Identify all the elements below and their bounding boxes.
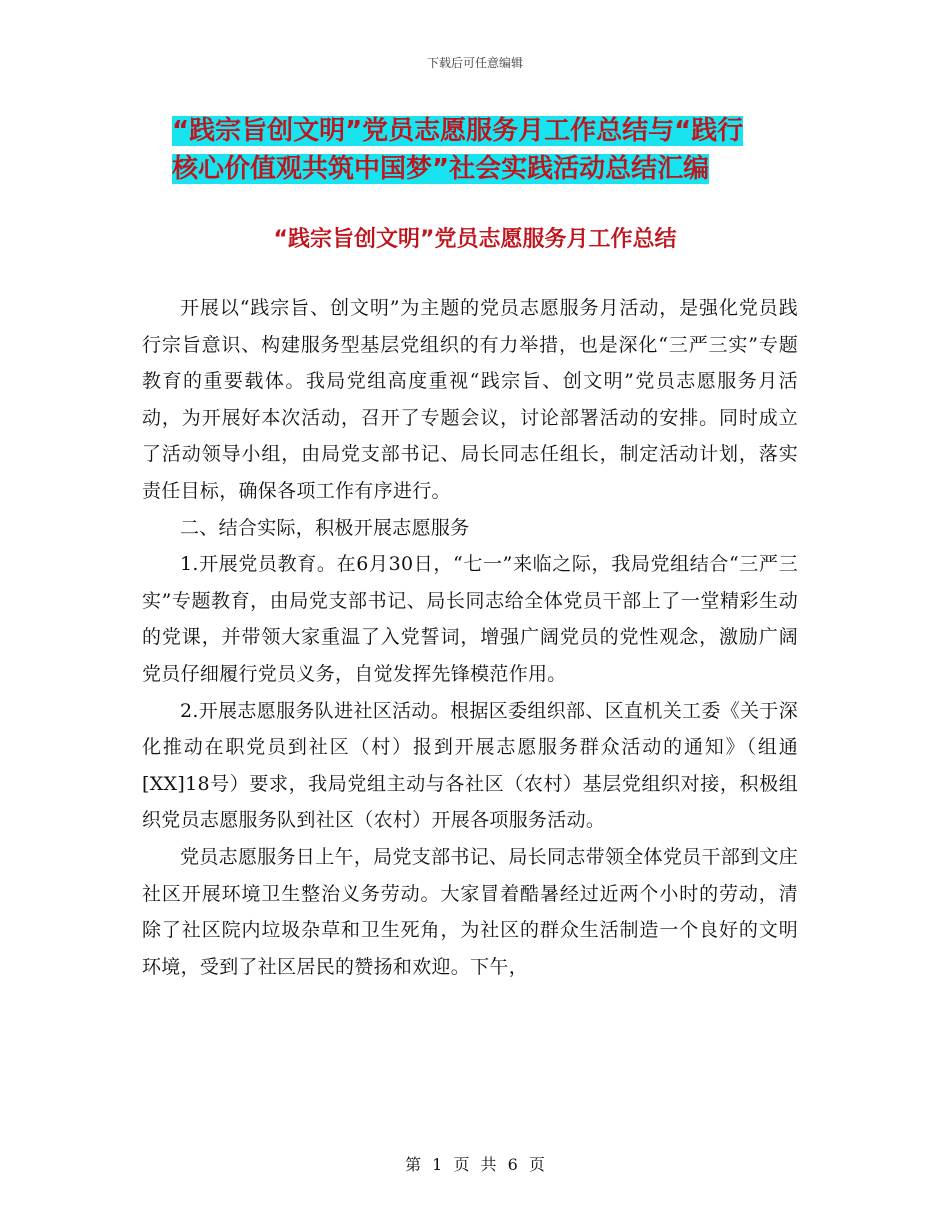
paragraph: 2.开展志愿服务队进社区活动。根据区委组织部、区直机关工委《关于深化推动在职党员到社区（村）报到开展志愿服务群众活动的通知》（组通[XX]18号）要求，我局党组主动与各社区（农村）基层党组织对接，积极组织党员志愿服务队到社区（农村）开展各项服务活动。 [142, 699, 798, 832]
paragraph: 二、结合实际，积极开展志愿服务 [180, 516, 470, 539]
page-footer: 第 1 页 共 6 页 [405, 1155, 545, 1174]
header-note: 下载后可任意编辑 [426, 56, 523, 70]
paragraph: 党员志愿服务日上午，局党支部书记、局长同志带领全体党员干部到文庄社区开展环境卫生整治义务劳动。大家冒着酷暑经过近两个小时的劳动，清除了社区院内垃圾杂草和卫生死角，为社区的群众生活制造一个良好的文明环境，受到了社区居民的赞扬和欢迎。下午， [142, 845, 798, 978]
document-title-line-2: 核心价值观共筑中国梦”社会实践活动总结汇编 [172, 154, 710, 184]
paragraph: 开展以“践宗旨、创文明”为主题的党员志愿服务月活动，是强化党员践行宗旨意识、构建服务型基层党组织的有力举措，也是深化“三严三实”专题教育的重要载体。我局党组高度重视“践宗旨、创文明”党员志愿服务月活动，为开展好本次活动，召开了专题会议，讨论部署活动的安排。同时成立了活动领导小组，由局党支部书记、局长同志任组长，制定活动计划，落实责任目标，确保各项工作有序进行。 [142, 297, 798, 502]
section-title: “践宗旨创文明”党员志愿服务月工作总结 [273, 227, 677, 252]
document-title [172, 112, 812, 188]
paragraph: 1.开展党员教育。在6月30日，“七一”来临之际，我局党组结合“三严三实”专题教育，由局党支部书记、局长同志给全体党员干部上了一堂精彩生动的党课，并带领大家重温了入党誓词，增强广阔党员的党性观念，激励广阔党员仔细履行党员义务，自觉发挥先锋模范作用。 [142, 553, 798, 685]
document-body [142, 290, 798, 985]
document-title-line-1: “践宗旨创文明”党员志愿服务月工作总结与“践行 [172, 116, 744, 146]
